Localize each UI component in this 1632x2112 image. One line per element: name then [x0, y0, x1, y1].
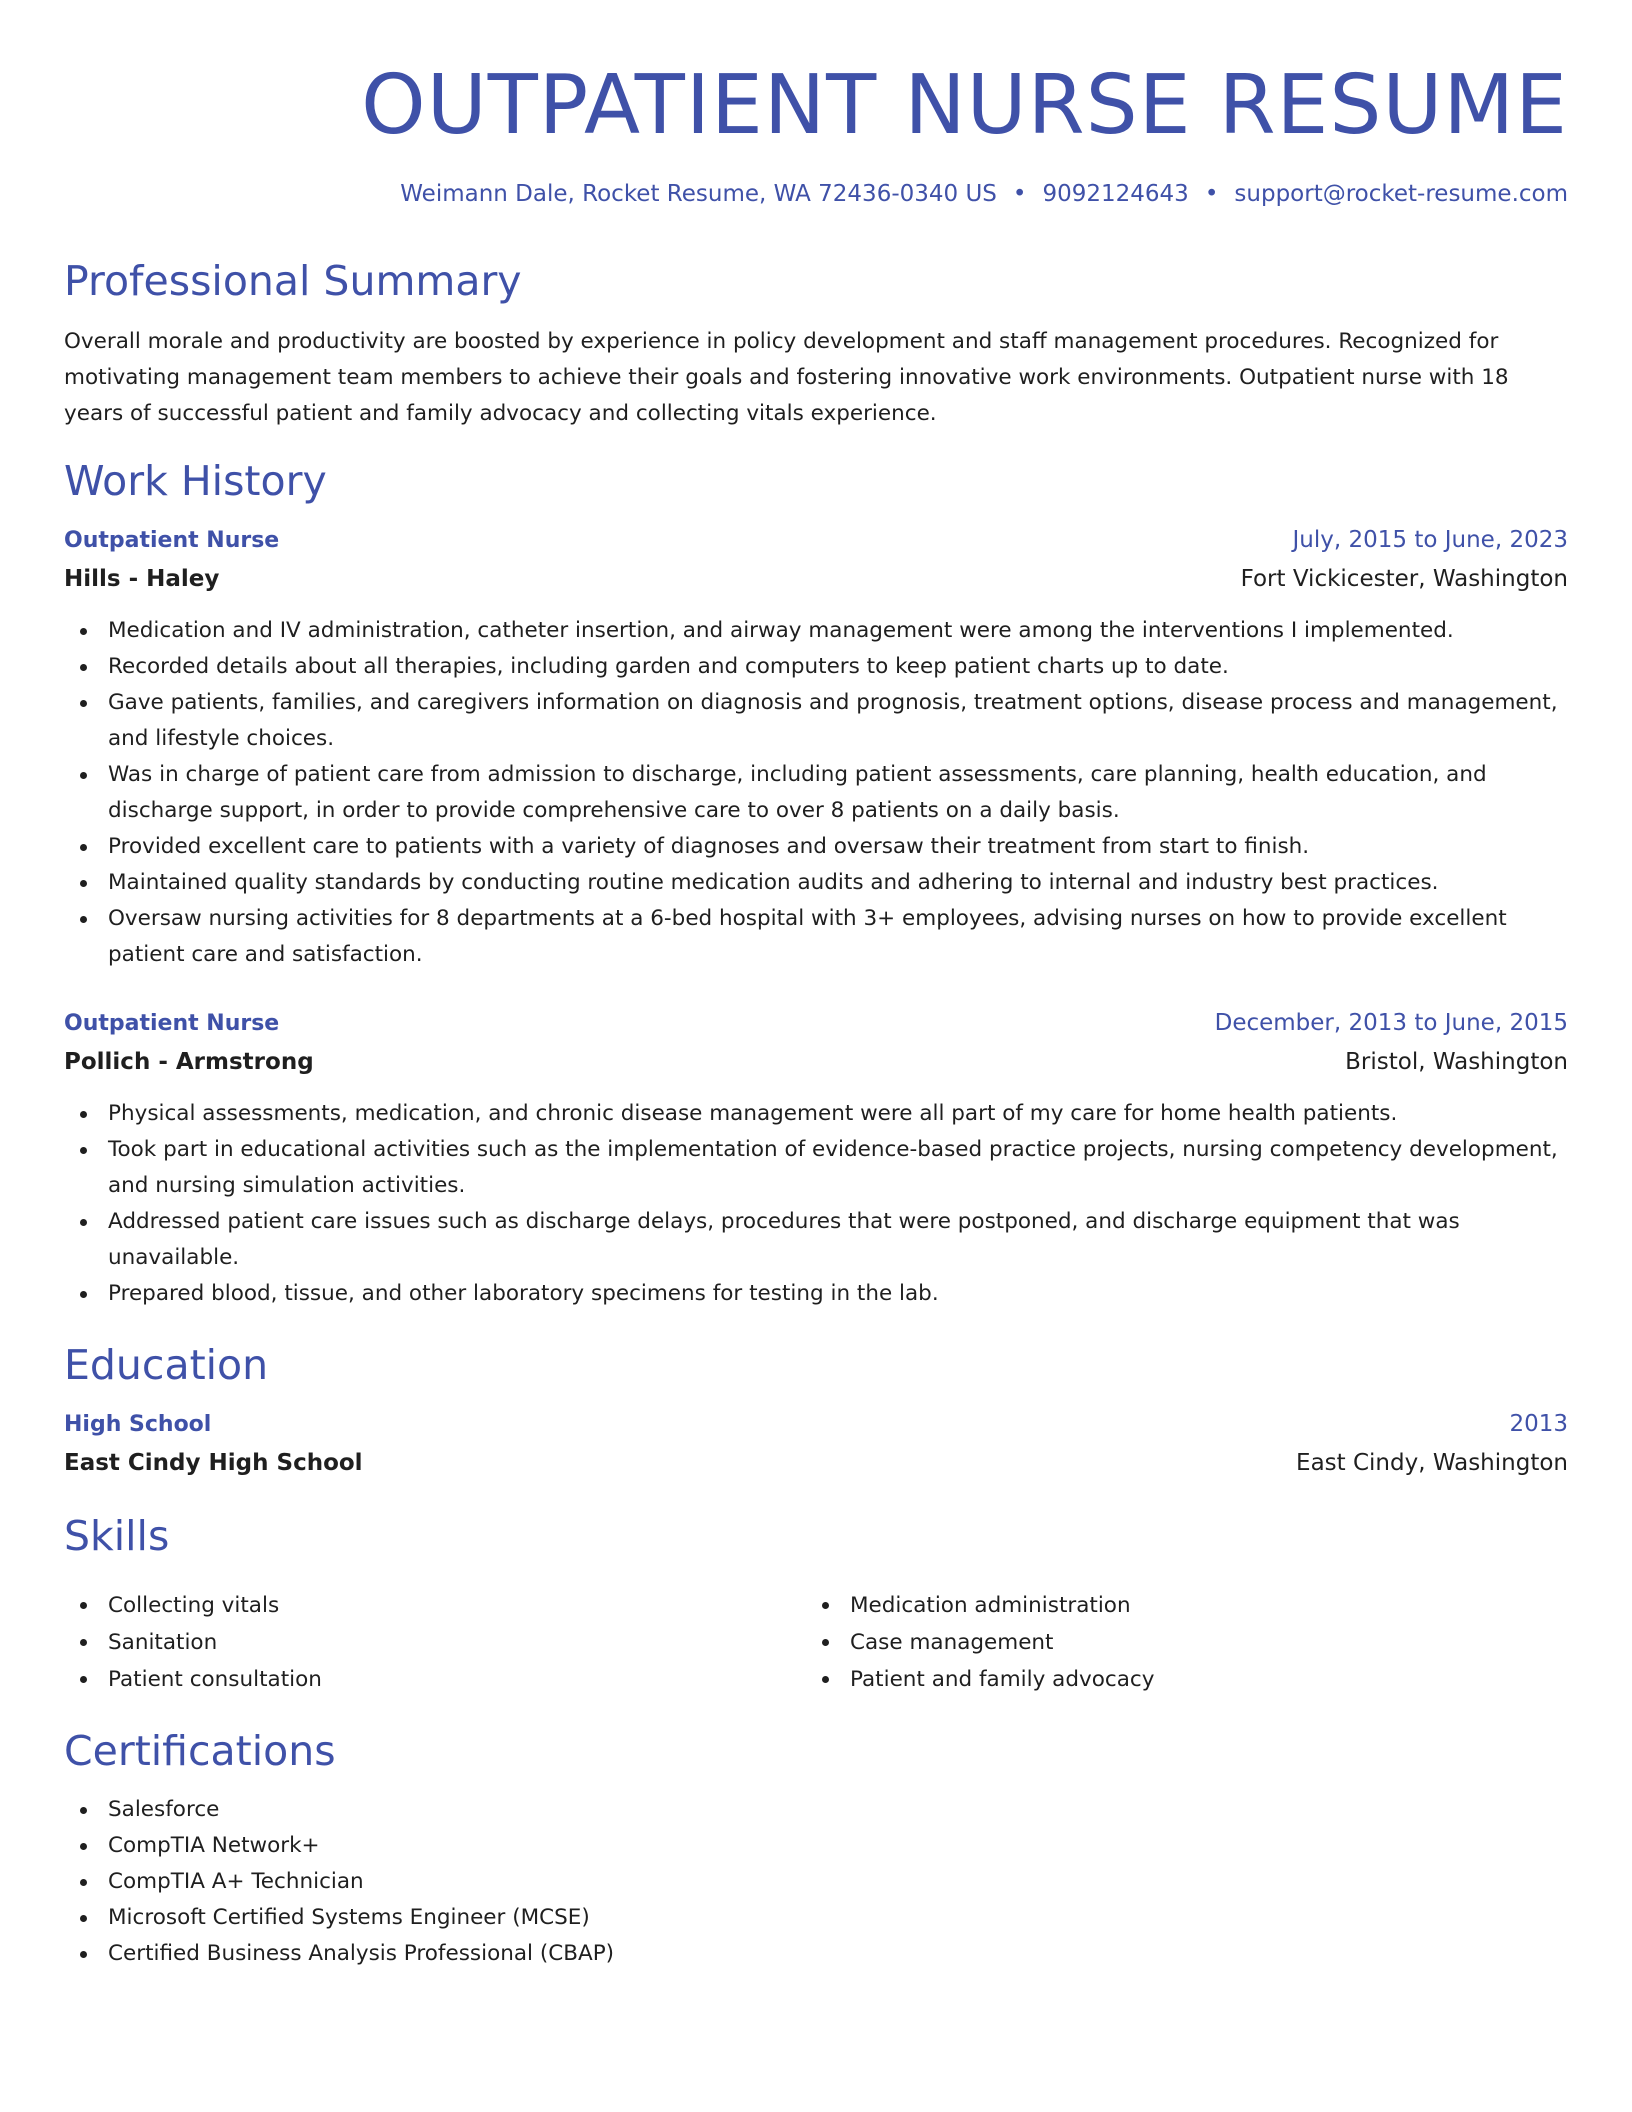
job-bullet: Maintained quality standards by conducting routine medication audits and adhering to internal and industry best practices.	[64, 865, 1568, 901]
skills-heading: Skills	[64, 1512, 170, 1560]
job-bullets	[64, 1096, 1568, 1312]
job-bullet: Physical assessments, medication, and chronic disease management were all part of my care for home health patients.	[64, 1096, 1568, 1132]
skill-item: Medication administration	[806, 1587, 1548, 1624]
job-bullet: Took part in educational activities such as the implementation of evidence-based practice projects, nursing competency development, and nursing simulation activities.	[64, 1132, 1568, 1204]
job-dates: December, 2013 to June, 2015	[1214, 1010, 1568, 1036]
job-bullet: Oversaw nursing activities for 8 departments at a 6-bed hospital with 3+ employees, advising nurses on how to provide excellent patient care and satisfaction.	[64, 901, 1568, 973]
contact-email: support@rocket-resume.com	[1234, 181, 1568, 207]
certification-item: Salesforce	[64, 1792, 1568, 1828]
job-bullet: Medication and IV administration, catheter insertion, and airway management were among the interventions I implemented.	[64, 613, 1568, 649]
skills-list	[64, 1587, 806, 1698]
job-bullet: Gave patients, families, and caregivers information on diagnosis and prognosis, treatment options, disease process and management, and lifestyle choices.	[64, 685, 1568, 757]
job-dates: July, 2015 to June, 2023	[1292, 527, 1568, 553]
contact-phone: 9092124643	[1042, 181, 1189, 207]
education-entry	[64, 1406, 1568, 1483]
certification-item: Certified Business Analysis Professional (CBAP)	[64, 1936, 1568, 1972]
skill-item: Patient consultation	[64, 1661, 806, 1698]
job-location: Bristol, Washington	[1345, 1049, 1568, 1075]
education-heading: Education	[64, 1341, 269, 1389]
skills-grid	[64, 1573, 1568, 1698]
education-degree: High School	[64, 1412, 212, 1437]
job-bullet: Provided excellent care to patients with a variety of diagnoses and oversaw their treatment from start to finish.	[64, 829, 1568, 865]
summary-heading: Professional Summary	[64, 257, 522, 305]
job-entry	[64, 1005, 1568, 1312]
work-history-heading: Work History	[64, 457, 327, 505]
education-year: 2013	[1509, 1411, 1568, 1437]
job-company: Hills - Haley	[64, 566, 220, 592]
skills-column-left	[64, 1573, 806, 1698]
job-bullet: Prepared blood, tissue, and other laboratory specimens for testing in the lab.	[64, 1276, 1568, 1312]
skill-item: Case management	[806, 1624, 1548, 1661]
job-role: Outpatient Nurse	[64, 1011, 280, 1036]
contact-separator: •	[1012, 181, 1027, 207]
certifications-heading: Certifications	[64, 1727, 336, 1775]
summary-text: Overall morale and productivity are boosted by experience in policy development and staff management procedures. Recognized for motivating management team members to achieve their goals and fostering innovative work environments. Outpatient nurse with 18 years of successful patient and family advocacy and collecting vitals experience.	[64, 329, 1509, 426]
skills-list	[806, 1587, 1548, 1698]
job-bullets	[64, 613, 1568, 973]
resume-title: OUTPATIENT NURSE RESUME	[361, 58, 1568, 153]
certification-item: CompTIA Network+	[64, 1828, 1568, 1864]
certification-item: CompTIA A+ Technician	[64, 1864, 1568, 1900]
education-school: East Cindy High School	[64, 1450, 363, 1476]
job-bullet: Addressed patient care issues such as discharge delays, procedures that were postponed, and discharge equipment that was unavailable.	[64, 1204, 1568, 1276]
job-bullet: Recorded details about all therapies, including garden and computers to keep patient charts up to date.	[64, 649, 1568, 685]
certification-item: Microsoft Certified Systems Engineer (MCSE)	[64, 1900, 1568, 1936]
certifications-list	[64, 1792, 1568, 1972]
contact-address: Weimann Dale, Rocket Resume, WA 72436-0340 US	[400, 181, 997, 207]
skill-item: Collecting vitals	[64, 1587, 806, 1624]
contact-separator: •	[1204, 181, 1219, 207]
job-bullet: Was in charge of patient care from admission to discharge, including patient assessments, care planning, health education, and discharge support, in order to provide comprehensive care to over 8 patients on a daily basis.	[64, 757, 1568, 829]
contact-line	[64, 178, 1568, 210]
skill-item: Sanitation	[64, 1624, 806, 1661]
job-company: Pollich - Armstrong	[64, 1049, 314, 1075]
education-location: East Cindy, Washington	[1296, 1450, 1568, 1476]
job-role: Outpatient Nurse	[64, 528, 280, 553]
job-location: Fort Vickicester, Washington	[1240, 566, 1568, 592]
skills-column-right	[806, 1573, 1548, 1698]
job-entry	[64, 522, 1568, 973]
skill-item: Patient and family advocacy	[806, 1661, 1548, 1698]
